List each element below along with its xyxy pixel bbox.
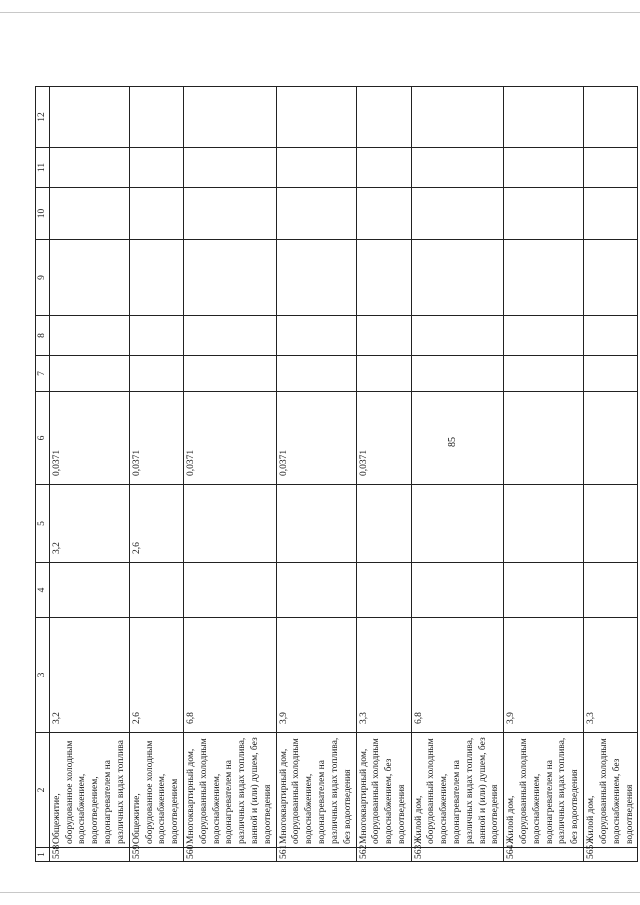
value-cell	[584, 485, 638, 563]
row-number-cell: 558	[49, 848, 129, 862]
value-cell	[584, 563, 638, 618]
description-cell: Многоквартирный дом, оборудованный холодным водоснабжением, водонагревателем на различных видах топлива, ванной и (или) душем, без водоотведения	[183, 733, 276, 848]
column-header: 3	[36, 618, 50, 733]
row-number-cell: 563	[411, 848, 504, 862]
value-cell	[504, 356, 584, 392]
value-cell	[129, 356, 183, 392]
value-cell	[183, 87, 276, 148]
column-header: 2	[36, 733, 50, 848]
value-cell	[356, 316, 411, 356]
description-cell: Общежитие, оборудованное холодным водоснабжением, водоотведением, водонагревателем на различных видах топлива	[49, 733, 129, 848]
value-cell	[356, 485, 411, 563]
column-header: 8	[36, 316, 50, 356]
value-cell: 3,9	[504, 618, 584, 733]
row-number-cell: 559	[129, 848, 183, 862]
column-header: 1	[36, 848, 50, 862]
value-cell	[584, 87, 638, 148]
column-header: 11	[36, 148, 50, 188]
value-cell	[183, 356, 276, 392]
value-cell	[584, 188, 638, 240]
value-cell	[411, 87, 504, 148]
value-cell	[49, 563, 129, 618]
value-cell	[49, 188, 129, 240]
value-cell	[49, 356, 129, 392]
value-cell: 2,6	[129, 618, 183, 733]
value-cell	[584, 148, 638, 188]
value-cell	[356, 188, 411, 240]
value-cell	[49, 148, 129, 188]
row-number-cell: 561	[276, 848, 356, 862]
value-cell: 3,2	[49, 485, 129, 563]
tariff-table	[35, 86, 638, 862]
value-cell	[356, 87, 411, 148]
page-number: 85	[447, 437, 458, 447]
value-cell: 0,0371	[356, 392, 411, 485]
column-header: 5	[36, 485, 50, 563]
value-cell	[276, 188, 356, 240]
table-row	[504, 87, 584, 862]
value-cell	[584, 356, 638, 392]
value-cell	[411, 485, 504, 563]
value-cell: 0,0371	[49, 392, 129, 485]
value-cell	[183, 485, 276, 563]
description-cell: Жилой дом, оборудованный холодным водоснабжением, водонагревателем на различных видах топлива, ванной и (или) душем, без водоотведения	[411, 733, 504, 848]
value-cell	[49, 316, 129, 356]
value-cell	[411, 356, 504, 392]
value-cell	[129, 87, 183, 148]
value-cell: 3,3	[356, 618, 411, 733]
value-cell	[504, 148, 584, 188]
column-number-row	[36, 87, 50, 862]
value-cell	[183, 148, 276, 188]
value-cell	[129, 563, 183, 618]
value-cell	[276, 240, 356, 316]
value-cell	[411, 188, 504, 240]
value-cell	[49, 240, 129, 316]
value-cell: 6,8	[411, 618, 504, 733]
column-header: 12	[36, 87, 50, 148]
value-cell	[276, 356, 356, 392]
value-cell: 0,0371	[276, 392, 356, 485]
value-cell	[504, 188, 584, 240]
value-cell: 3,2	[49, 618, 129, 733]
value-cell: 3,9	[276, 618, 356, 733]
value-cell	[356, 356, 411, 392]
value-cell	[129, 240, 183, 316]
value-cell	[584, 316, 638, 356]
value-cell	[504, 240, 584, 316]
column-header: 7	[36, 356, 50, 392]
row-number-cell: 562	[356, 848, 411, 862]
value-cell	[183, 316, 276, 356]
value-cell	[504, 392, 584, 485]
value-cell	[183, 563, 276, 618]
value-cell	[504, 87, 584, 148]
value-cell: 0,0371	[129, 392, 183, 485]
row-number-cell: 560	[183, 848, 276, 862]
table-row	[183, 87, 276, 862]
value-cell: 2,6	[129, 485, 183, 563]
value-cell	[356, 563, 411, 618]
value-cell	[504, 563, 584, 618]
column-header: 6	[36, 392, 50, 485]
column-header: 4	[36, 563, 50, 618]
value-cell	[276, 563, 356, 618]
row-number-cell: 565	[584, 848, 638, 862]
value-cell	[411, 392, 504, 485]
value-cell	[276, 87, 356, 148]
table-row	[49, 87, 129, 862]
value-cell	[276, 485, 356, 563]
value-cell	[504, 316, 584, 356]
scan-edge-top	[0, 12, 640, 13]
description-cell: Многоквартирный дом, оборудованный холодным водоснабжением, без водоотведения	[356, 733, 411, 848]
value-cell	[411, 240, 504, 316]
value-cell	[183, 240, 276, 316]
rotated-sheet	[35, 87, 635, 862]
value-cell	[129, 188, 183, 240]
value-cell	[504, 485, 584, 563]
table-row	[356, 87, 411, 862]
description-cell: Общежитие, оборудованное холодным водоснабжением, водоотведением	[129, 733, 183, 848]
value-cell	[49, 87, 129, 148]
row-number-cell: 564	[504, 848, 584, 862]
table-row	[411, 87, 504, 862]
value-cell	[411, 148, 504, 188]
value-cell	[584, 392, 638, 485]
value-cell	[129, 148, 183, 188]
value-cell	[356, 240, 411, 316]
value-cell	[276, 148, 356, 188]
column-header: 10	[36, 188, 50, 240]
value-cell: 0,0371	[183, 392, 276, 485]
value-cell	[183, 188, 276, 240]
description-cell: Многоквартирный дом, оборудованный холодным водоснабжением, водонагревателем на различных видах топлива, без водоотведения	[276, 733, 356, 848]
value-cell	[411, 563, 504, 618]
value-cell	[276, 316, 356, 356]
description-cell: Жилой дом, оборудованный холодным водоснабжением, водонагревателем на различных видах топлива, без водоотведения	[504, 733, 584, 848]
value-cell	[411, 316, 504, 356]
table-row	[584, 87, 638, 862]
table-row	[129, 87, 183, 862]
table-row	[276, 87, 356, 862]
value-cell	[129, 316, 183, 356]
value-cell	[584, 240, 638, 316]
description-cell: Жилой дом, оборудованный холодным водоснабжением, без водоотведения	[584, 733, 638, 848]
value-cell: 3,3	[584, 618, 638, 733]
value-cell	[356, 148, 411, 188]
column-header: 9	[36, 240, 50, 316]
scan-edge-bottom	[0, 892, 640, 893]
value-cell: 6,8	[183, 618, 276, 733]
